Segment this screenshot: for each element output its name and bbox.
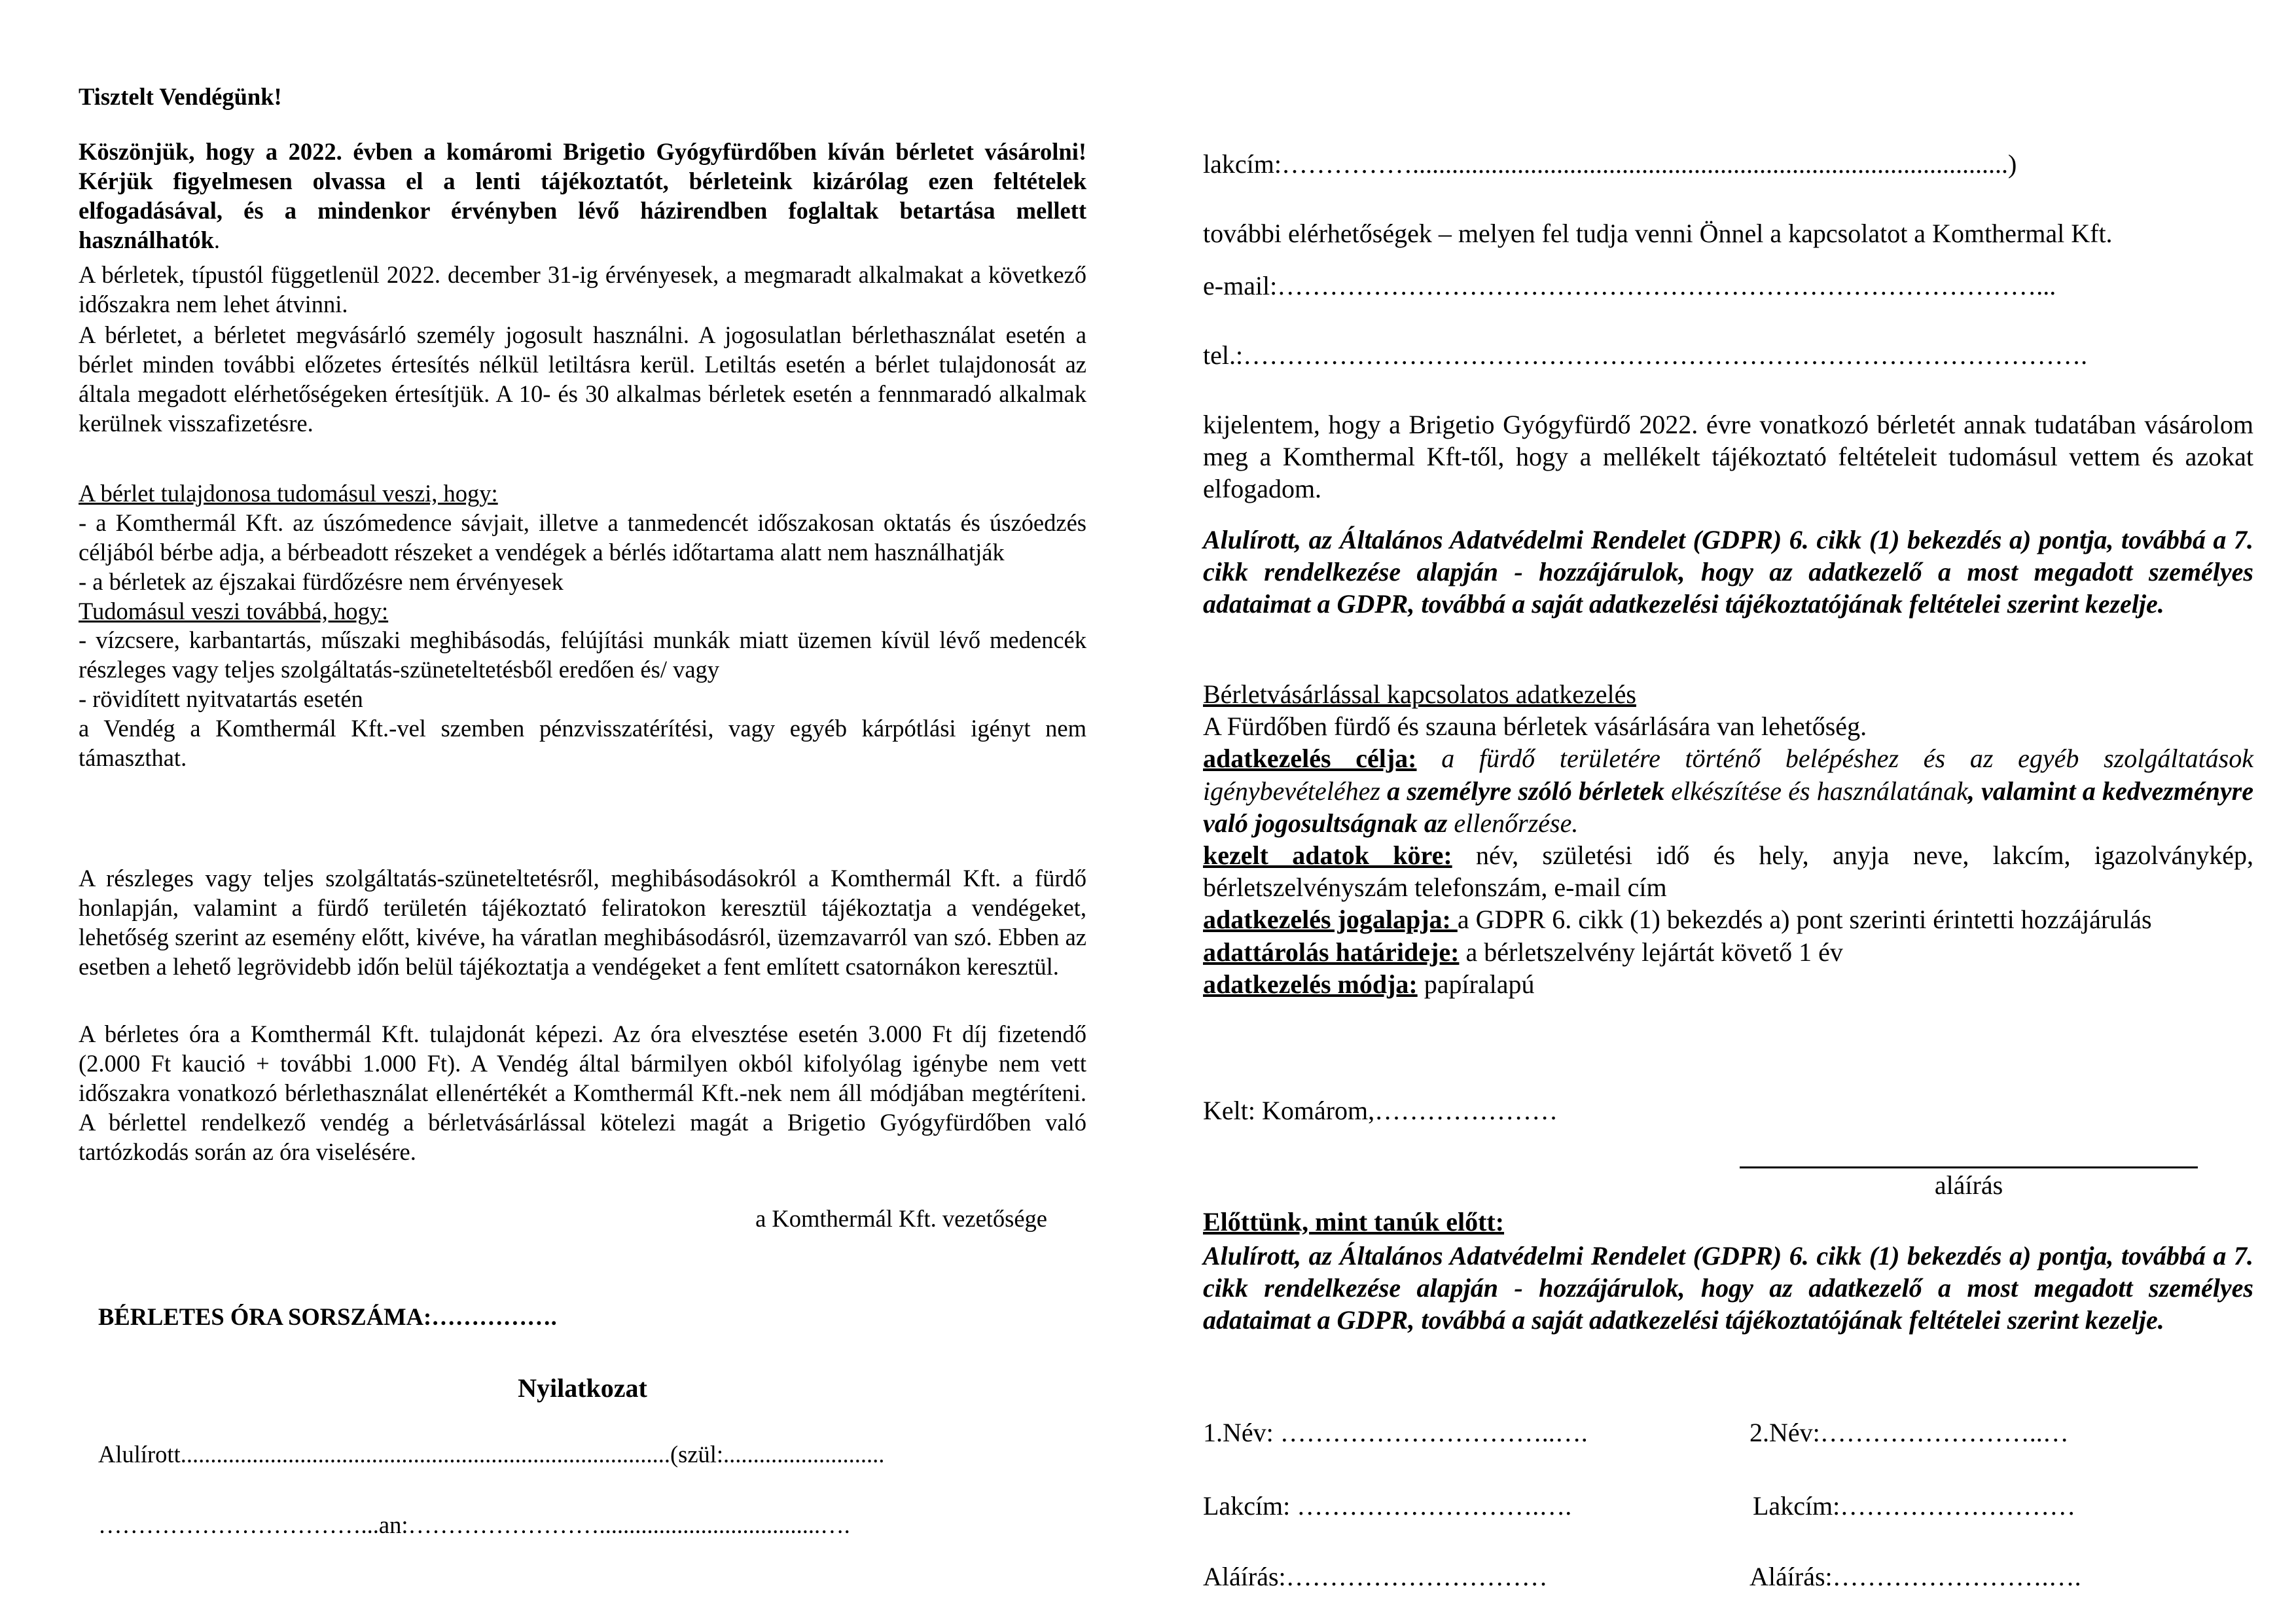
witness-gdpr: Alulírott, az Általános Adatvédelmi Rendelet (GDPR) 6. cikk (1) bekezdés a) pontja, továbbá a 7. cikk rendelkezése alapján - hozzájárulok, hogy az adatkezelő a most megadott személyes adataimat a GDPR, továbbá a saját adatkezelési tájékoztatójának feltételei szerint kezelje. [1203, 1241, 2253, 1335]
signature-line[interactable] [1740, 1166, 2198, 1168]
gdpr-consent: Alulírott, az Általános Adatvédelmi Rendelet (GDPR) 6. cikk (1) bekezdés a) pontja, továbbá a 7. cikk rendelkezése alapján - hozzájárulok, hogy az adatkezelő a most megadott személyes adataimat a GDPR, továbbá a saját adatkezelési tájékoztatójának feltételei szerint kezelje. [1203, 525, 2253, 619]
further-heading: Tudomásul veszi továbbá, hogy: [79, 597, 389, 624]
scope-label: kezelt adatok köre: [1203, 840, 1452, 870]
validity-paragraph: A bérletek, típustól függetlenül 2022. december 31-ig érvényesek, a megmaradt alkalmakat a következő időszakra nem lehet átvinni. [79, 261, 1086, 317]
witness2-address[interactable]: Lakcím:……………………… [1753, 1491, 2076, 1521]
basis-label: adatkezelés jogalapja: [1203, 905, 1458, 935]
method-item: adatkezelés módja: papíralapú [1203, 969, 1535, 999]
address-line[interactable]: lakcím:……………...........................................................................................) [1203, 149, 2017, 179]
deadline-label: adattárolás határideje: [1203, 937, 1460, 967]
watch-paragraph: A bérletes óra a Komthermál Kft. tulajdonát képezi. Az óra elvesztése esetén 3.000 Ft díj fizetendő (2.000 Ft kaució + további 1.000 Ft). A Vendég által bármilyen okból kifolyólag igénybe nem vett időszakra vonatkozó bérlethasználat ellenértékét a Komthermál Kft.-nek nem áll módjában megtéríteni. A bérlettel rendelkező vendég a bérletvásárlással kötelezi magát a Brigetio Gyógyfürdőben való tartózkodás során az óra viselésére. [79, 1020, 1086, 1165]
signature-label: aláírás [1934, 1170, 2003, 1200]
witness1-signature[interactable]: Aláírás:………………………… [1203, 1562, 1548, 1591]
scope-item: kezelt adatok köre: név, születési idő és hely, anyja neve, lakcím, igazolványkép, bérletszelvényszám telefonszám, e-mail cím [1203, 840, 2254, 903]
intro-paragraph [79, 137, 1086, 255]
outage-paragraph: A részleges vagy teljes szolgáltatás-szüneteltetésről, meghibásodásokról a Komthermál Kft. a fürdő honlapján, valamint a fürdő területén tájékoztató feliratokon keresztül tájékoztatja a vendégeket, lehetőség szerint az esemény előtt, kivéve, ha váratlan meghibásodásról, üzemzavarról van szó. Ebben az esetben a lehető legrövidebb időn belül tájékoztatja a vendégeket a fent említett csatornákon keresztül. [79, 865, 1086, 980]
owner-item-2: - a bérletek az éjszakai fürdőzésre nem érvényesek [79, 568, 564, 595]
basis-item: adatkezelés jogalapja: a GDPR 6. cikk (1) bekezdés a) pont szerinti érintetti hozzájárulás [1203, 905, 2152, 935]
witness1-name[interactable]: 1.Név: …………………………..…. [1203, 1418, 1588, 1447]
management-signature: a Komthermál Kft. vezetősége [755, 1205, 1047, 1232]
usage-paragraph: A bérletet, a bérletet megvásárló személy jogosult használni. A jogosulatlan bérlethasználat esetén a bérlet minden további előzetes értesítés nélkül letiltásra kerül. Letiltás esetén a bérlet tulajdonosát az általa megadott elérhetőségeken értesítjük. A 10- és 30 alkalmas bérletek esetén a fennmaradó alkalmak kerülnek visszafizetésre. [79, 321, 1086, 437]
declaration-text: kijelentem, hogy a Brigetio Gyógyfürdő 2022. évre vonatkozó bérletét annak tudatában vásárolom meg a Komthermal Kft-től, hogy a mellékelt tájékoztató feltételeit tudomásul vettem és azokat elfogadom. [1203, 410, 2253, 504]
witness1-address[interactable]: Lakcím: ……………………….…. [1203, 1491, 1572, 1521]
mother-name-line[interactable]: ……………………………...an:…………………….....................................…. [98, 1511, 850, 1538]
owner-section [79, 479, 1086, 773]
data-handling-section [1203, 678, 2253, 1000]
data-heading: Bérletvásárlással kapcsolatos adatkezelés [1203, 679, 1636, 709]
witness2-name[interactable]: 2.Név:……………………..… [1749, 1418, 2069, 1447]
purpose-item: adatkezelés célja: a fürdő területére történő belépéshez és az egyéb szolgáltatások igénybevételéhez a személyre szóló bérletek elkészítése és használatának, valamint a kedvezményre való jogosultságnak az ellenőrzése. [1203, 744, 2254, 838]
email-line[interactable]: e-mail:……………………………………………………………………………... [1203, 271, 2056, 300]
greeting: Tisztelt Vendégünk! [79, 83, 282, 110]
owner-item-1: - a Komthermál Kft. az úszómedence sávjait, illetve a tanmedencét időszakosan oktatás és úszóedzés céljából bérbe adja, a bérbeadott részeket a vendégek a bérlés időtartama alatt nem használhatják [79, 509, 1086, 566]
witness-heading: Előttünk, mint tanúk előtt: [1203, 1207, 1505, 1236]
watch-number-line: BÉRLETES ÓRA SORSZÁMA:……………. [98, 1303, 557, 1330]
declaration-title: Nyilatkozat [518, 1373, 647, 1403]
owner-heading: A bérlet tulajdonosa tudomásul veszi, hogy: [79, 480, 498, 507]
undersigned-line[interactable]: Alulírott..................................................................................(szül:........................... [98, 1441, 885, 1468]
method-label: adatkezelés módja: [1203, 969, 1418, 999]
intro-end: . [213, 226, 221, 253]
tel-line[interactable]: tel.:……………………………………………………………………………………. [1203, 340, 2088, 370]
contacts-line: további elérhetőségek – melyen fel tudja venni Önnel a kapcsolatot a Komthermal Kft. [1203, 219, 2113, 248]
dated-line[interactable]: Kelt: Komárom,………………… [1203, 1096, 1558, 1125]
purpose-label: adatkezelés célja: [1203, 744, 1417, 774]
intro-bold-text: Köszönjük, hogy a 2022. évben a komáromi Brigetio Gyógyfürdőben kíván bérletet vásárolni! Kérjük figyelmesen olvassa el a lenti tájékoztatót, bérleteink kizárólag ezen feltételek elfogadásával, és a mindenkor érvényben lévő házirendben foglaltak betartása mellett használhatók [79, 138, 1086, 253]
further-item-1: - vízcsere, karbantartás, műszaki meghibásodás, felújítási munkák miatt üzemen kívül lévő medencék részleges vagy teljes szolgáltatás-szüneteltetésből eredően és/ vagy [79, 626, 1086, 683]
witness2-signature[interactable]: Aláírás:…………………….…. [1749, 1562, 2081, 1591]
deadline-item: adattárolás határideje: a bérletszelvény lejártát követő 1 év [1203, 937, 1843, 967]
data-intro: A Fürdőben fürdő és szauna bérletek vásárlására van lehetőség. [1203, 712, 1867, 742]
further-item-2: - rövidített nyitvatartás esetén [79, 685, 363, 713]
further-tail: a Vendég a Komthermál Kft.-vel szemben pénzvisszatérítési, vagy egyéb kárpótlási igényt nem támaszthat. [79, 715, 1086, 772]
